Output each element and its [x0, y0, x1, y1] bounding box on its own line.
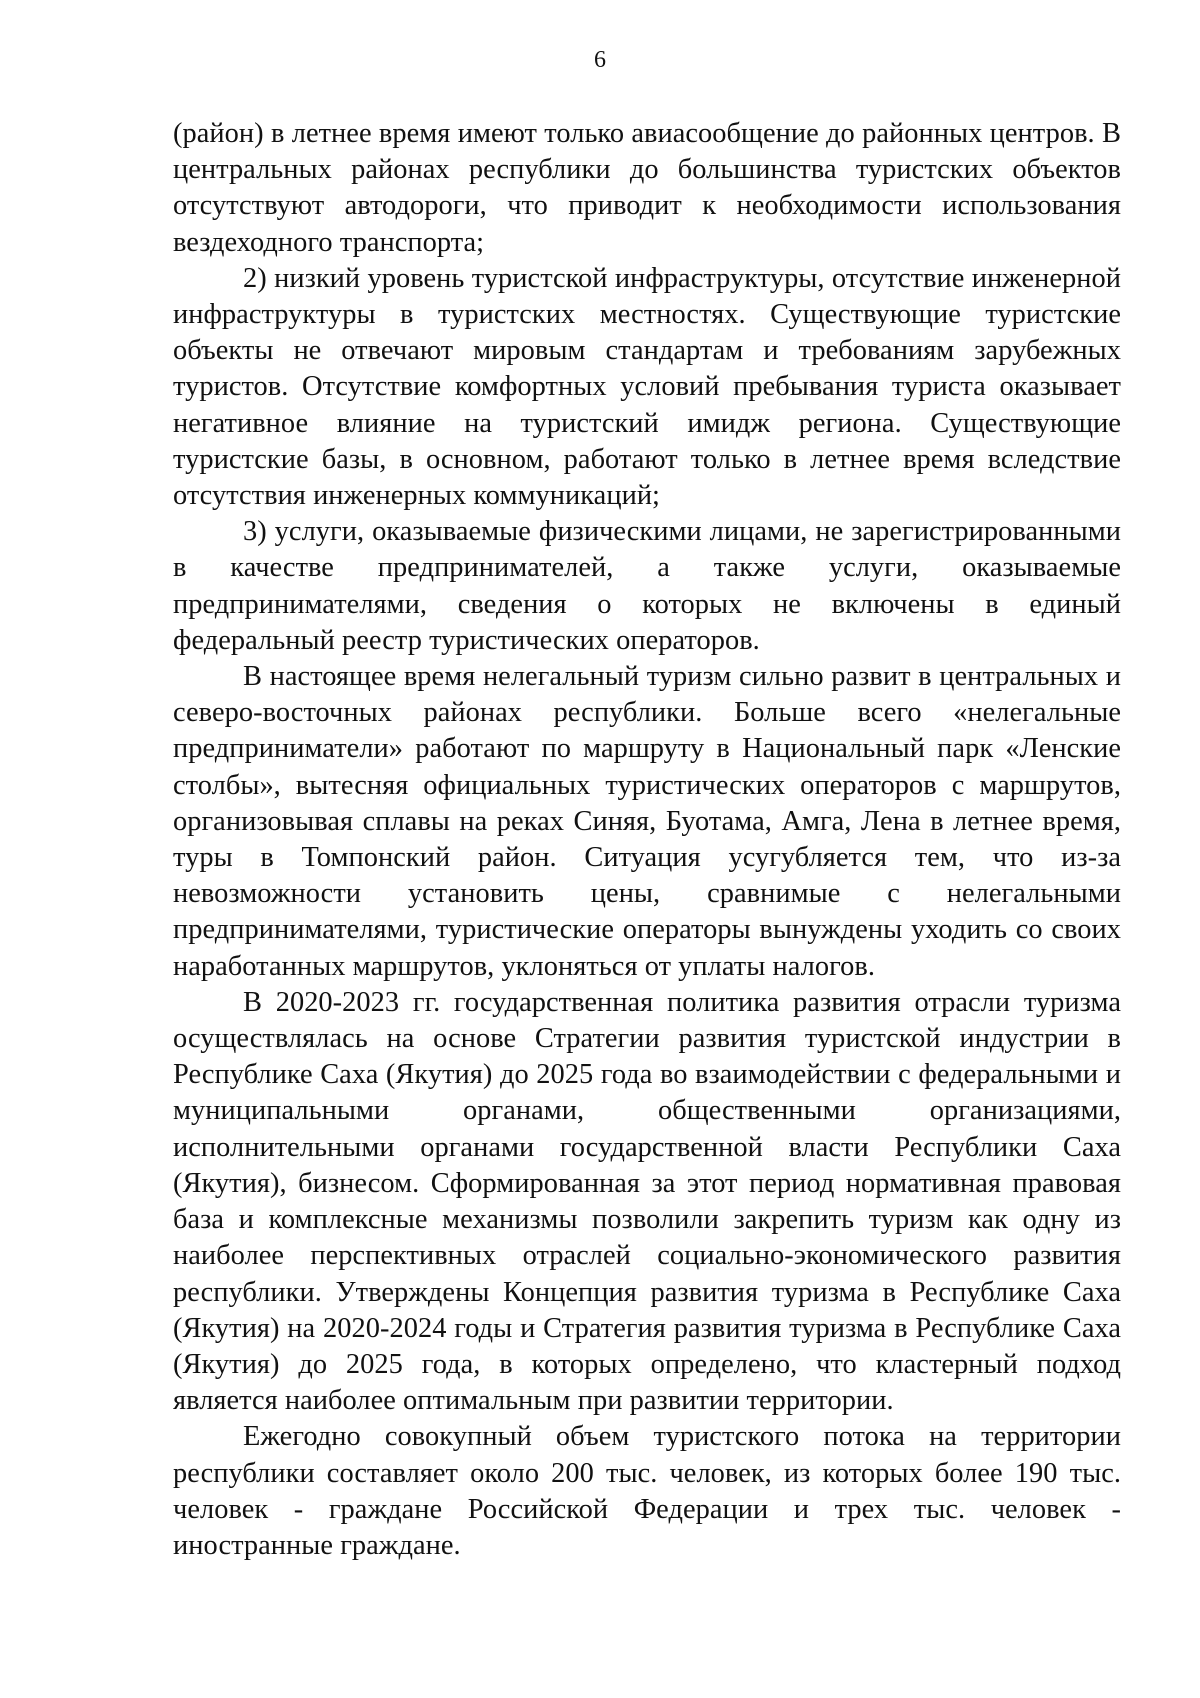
paragraph-state-policy: В 2020-2023 гг. государственная политика развития отрасли туризма осуществлялась на основе Стратегии развития туристской индустрии в Республике Саха (Якутия) до 2025 года во взаимодействии с федеральными и муниципальными органами, общественными организациями, исполнительными органами государственной власти Республики Саха (Якутия), бизнесом. Сформированная за этот период нормативная правовая база и комплексные механизмы позволили закрепить туризм как одну из наиболее перспективных отраслей социально-экономического развития республики. Утверждены Концепция развития туризма в Республике Саха (Якутия) на 2020-2024 годы и Стратегия развития туризма в Республике Саха (Якутия) до 2025 года, в которых определено, что кластерный подход является наиболее оптимальным при развитии территории. [173, 986, 1121, 1417]
paragraph-tourist-flow: Ежегодно совокупный объем туристского потока на территории республики составляет около 200 тыс. человек, из которых более 190 тыс. человек - граждане Российской Федерации и трех тыс. человек - иностранные граждане. [173, 1421, 1121, 1561]
paragraph-item-3: 3) услуги, оказываемые физическими лицами, не зарегистрированными в качестве предпринимателей, а также услуги, оказываемые предпринимателями, сведения о которых не включены в единый федеральный реестр туристических операторов. [173, 516, 1121, 656]
paragraph-item-2: 2) низкий уровень туристской инфраструктуры, отсутствие инженерной инфраструктуры в туристских местностях. Существующие туристские объекты не отвечают мировым стандартам и требованиям зарубежных туристов. Отсутствие комфортных условий пребывания туриста оказывает негативное влияние на туристский имидж региона. Существующие туристские базы, в основном, работают только в летнее время вследствие отсутствия инженерных коммуникаций; [173, 262, 1121, 512]
page-number: 6 [594, 47, 606, 73]
document-body [173, 116, 1121, 1564]
paragraph-illegal-tourism: В настоящее время нелегальный туризм сильно развит в центральных и северо-восточных районах республики. Больше всего «нелегальные предприниматели» работают по маршруту в Национальный парк «Ленские столбы», вытесняя официальных туристических операторов с маршрутов, организовывая сплавы на реках Синяя, Буотама, Амга, Лена в летнее время, туры в Томпонский район. Ситуация усугубляется тем, что из-за невозможности установить цены, сравнимые с нелегальными предпринимателями, туристические операторы вынуждены уходить со своих наработанных маршрутов, уклоняться от уплаты налогов. [173, 661, 1121, 982]
paragraph-continuation: (район) в летнее время имеют только авиасообщение до районных центров. В центральных районах республики до большинства туристских объектов отсутствуют автодороги, что приводит к необходимости использования вездеходного транспорта; [173, 118, 1121, 258]
